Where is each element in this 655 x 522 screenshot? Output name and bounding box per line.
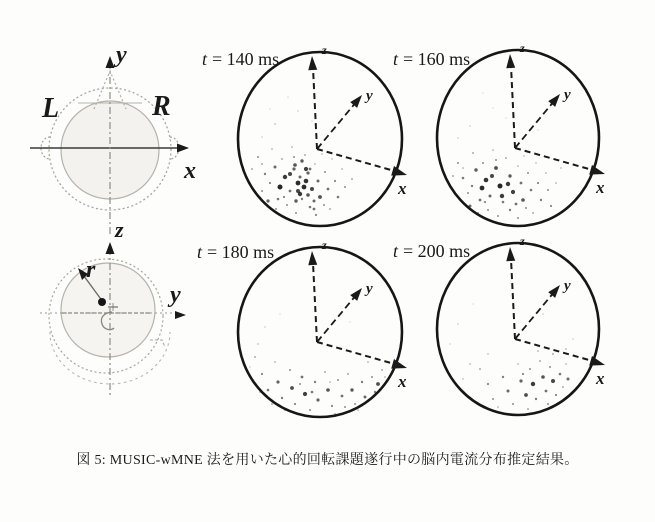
current-source-dots <box>251 97 353 217</box>
z-axis-line <box>511 259 515 339</box>
axial-head-diagram <box>30 42 196 236</box>
dot <box>519 379 522 382</box>
y-axis-label: y <box>170 282 181 308</box>
edge-dash-marker <box>150 340 165 347</box>
x-axis-label: x <box>184 158 196 184</box>
result-panel-t160 <box>393 41 605 226</box>
x-axis-arrowhead <box>589 356 605 366</box>
result-panel-t180 <box>197 238 407 418</box>
dot <box>367 361 369 363</box>
dot <box>306 171 309 174</box>
dot <box>537 350 539 352</box>
x-axis-line <box>515 148 596 171</box>
dot <box>288 97 289 98</box>
dot <box>261 373 263 375</box>
dot <box>471 185 473 187</box>
dot <box>286 204 288 206</box>
dot <box>484 178 489 183</box>
dot <box>264 326 265 327</box>
z-axis-arrowhead <box>506 54 515 68</box>
coronal-head-diagram <box>40 217 186 398</box>
dot <box>296 189 300 193</box>
x-axis-label: x <box>398 179 407 198</box>
x-axis-arrowhead <box>589 165 605 175</box>
dot <box>319 416 321 418</box>
dot <box>249 366 250 367</box>
dot <box>515 203 518 206</box>
dot <box>284 409 286 411</box>
dot <box>376 382 380 386</box>
left-hemisphere-label: L <box>42 93 60 124</box>
dot <box>523 155 524 156</box>
z-axis-arrowhead <box>506 247 515 261</box>
dot <box>555 182 557 184</box>
dot <box>304 167 308 171</box>
dot <box>384 376 386 378</box>
dot <box>469 363 471 365</box>
dot <box>547 189 549 191</box>
dot <box>487 353 488 354</box>
dot <box>269 182 271 184</box>
dot <box>457 323 458 324</box>
dot <box>326 388 330 392</box>
dot <box>509 209 511 211</box>
dot <box>521 198 525 202</box>
dot <box>295 212 297 214</box>
dot <box>281 397 283 399</box>
dot <box>276 380 279 383</box>
dot <box>541 375 545 379</box>
dot <box>303 392 307 396</box>
y-axis-line <box>317 294 357 342</box>
y-axis-arrowhead <box>106 56 115 68</box>
dot <box>264 173 266 175</box>
radius-label: r <box>86 257 96 283</box>
dot <box>310 187 314 191</box>
dot <box>309 409 311 411</box>
head-outline-circle <box>437 50 599 226</box>
dot <box>259 391 261 393</box>
dot <box>289 369 291 371</box>
dot <box>473 304 474 305</box>
dot <box>462 378 463 379</box>
dot <box>357 409 359 411</box>
dot <box>374 391 376 393</box>
dot <box>508 174 511 177</box>
dot <box>314 163 316 165</box>
x-axis-label: x <box>596 178 605 197</box>
dot <box>572 338 573 339</box>
dot <box>334 413 336 415</box>
dot <box>567 378 570 381</box>
dot <box>251 168 253 170</box>
dot <box>274 123 275 124</box>
dot <box>524 393 528 397</box>
dot <box>329 208 331 210</box>
dot <box>487 209 489 211</box>
dot <box>474 168 477 171</box>
dot <box>318 195 322 199</box>
x-axis-line <box>317 342 398 365</box>
dot <box>324 371 326 373</box>
dot <box>479 199 482 202</box>
dot <box>492 398 494 400</box>
dot <box>290 386 294 390</box>
y-axis-label: y <box>564 278 571 294</box>
dot <box>489 195 492 198</box>
dot <box>261 136 262 137</box>
dot <box>547 403 549 405</box>
z-axis-line <box>313 68 317 149</box>
dot <box>497 406 499 408</box>
dot <box>302 185 307 190</box>
dot <box>331 158 332 159</box>
dot <box>277 198 280 201</box>
result-panel-t140 <box>202 43 407 226</box>
dot <box>321 153 322 154</box>
dot <box>559 373 562 376</box>
z-axis-label: z <box>115 217 124 242</box>
dot <box>517 165 519 167</box>
dot <box>271 403 273 405</box>
dot <box>552 353 554 355</box>
y-axis-label: y <box>116 42 127 68</box>
head-outline-circle <box>238 247 402 417</box>
time-label: t = 180 ms <box>197 242 275 262</box>
dot <box>545 390 548 393</box>
dot <box>296 181 301 186</box>
dot <box>281 158 283 160</box>
dot <box>483 93 484 94</box>
dot <box>492 149 494 151</box>
dot <box>449 343 450 344</box>
dot <box>531 382 535 386</box>
time-label: t = 160 ms <box>393 49 471 69</box>
dot <box>334 180 336 182</box>
dot <box>341 395 344 398</box>
dot <box>452 175 454 177</box>
dot <box>304 154 306 156</box>
dot <box>457 162 459 164</box>
dot <box>299 383 301 385</box>
dot <box>254 356 256 358</box>
dot <box>500 194 504 198</box>
caption-number: 図 5: <box>76 453 106 468</box>
dot <box>299 176 302 179</box>
dot <box>484 201 486 203</box>
result-panel-t200 <box>393 234 605 415</box>
dot <box>497 215 499 217</box>
caption-text: MUSIC-wMNE 法を用いた心的回転課題遂行中の脳内電流分布推定結果。 <box>109 453 579 468</box>
dot <box>261 163 263 165</box>
dot <box>502 201 505 204</box>
y-axis-label: y <box>366 88 373 104</box>
y-axis-label: y <box>366 281 373 297</box>
x-axis-label: x <box>398 372 407 391</box>
z-axis-label: z <box>520 234 525 248</box>
dot <box>542 313 543 314</box>
z-axis-label: z <box>322 238 327 252</box>
z-axis-line <box>511 66 515 148</box>
dot <box>532 212 534 214</box>
dot <box>315 214 317 216</box>
dot <box>274 361 276 363</box>
dot <box>551 379 555 383</box>
dot <box>309 168 312 171</box>
dot <box>520 182 523 185</box>
dot <box>354 403 356 405</box>
dot <box>467 192 469 194</box>
dot <box>506 182 510 186</box>
dot <box>266 199 269 202</box>
dot <box>257 343 258 344</box>
dot <box>502 376 504 378</box>
dot <box>280 314 281 315</box>
z-axis-arrowhead <box>308 251 317 265</box>
z-axis-arrowhead <box>308 56 317 70</box>
y-axis-line <box>515 291 555 339</box>
dot <box>337 379 339 381</box>
dot <box>312 121 313 122</box>
x-axis-line <box>515 339 596 362</box>
dot <box>344 406 346 408</box>
dot <box>292 167 295 170</box>
dot <box>525 207 527 209</box>
dot <box>537 182 539 184</box>
dot <box>494 166 498 170</box>
dot <box>527 172 529 174</box>
z-axis-arrowhead <box>106 242 115 254</box>
dot <box>323 204 325 206</box>
dot <box>477 212 479 214</box>
dot <box>293 156 295 158</box>
dot <box>457 137 458 138</box>
dot <box>316 398 319 401</box>
z-axis-line <box>313 263 317 342</box>
inner-head-circle <box>61 263 155 357</box>
dot <box>350 388 353 391</box>
x-axis-line <box>317 149 398 172</box>
dot <box>278 185 283 190</box>
dot <box>341 168 343 170</box>
dot <box>300 159 303 162</box>
dot <box>539 360 541 362</box>
dot <box>309 206 312 209</box>
y-axis-line <box>317 101 357 149</box>
dot <box>275 208 277 210</box>
dot <box>535 162 536 163</box>
dot <box>261 190 263 192</box>
dot <box>314 381 316 383</box>
dot <box>565 348 567 350</box>
dot <box>462 167 464 169</box>
dot <box>364 396 367 399</box>
dot <box>350 322 351 323</box>
dot <box>311 391 314 394</box>
dot <box>487 383 489 385</box>
dot <box>351 178 353 180</box>
dot <box>283 196 285 198</box>
dot <box>512 403 514 405</box>
dot <box>381 369 383 371</box>
dot <box>540 199 542 201</box>
dot <box>289 190 292 193</box>
right-hemisphere-label: R <box>152 91 171 122</box>
x-axis-label: x <box>596 369 605 388</box>
center-dot <box>98 298 106 306</box>
dot <box>304 179 309 184</box>
dot <box>560 167 561 168</box>
dot <box>480 186 485 191</box>
dot <box>313 200 316 203</box>
time-label: t = 200 ms <box>393 241 471 261</box>
dot <box>507 390 510 393</box>
dot <box>490 174 494 178</box>
dot <box>301 198 303 200</box>
dot <box>517 363 519 365</box>
dot <box>294 199 297 202</box>
dot <box>331 405 333 407</box>
dot <box>347 373 349 375</box>
z-axis-label: z <box>520 41 525 55</box>
x-axis-arrowhead <box>177 144 189 153</box>
z-axis-label: z <box>322 43 327 57</box>
current-source-dots <box>449 304 573 410</box>
dot <box>371 376 373 378</box>
dot <box>562 386 564 388</box>
dot <box>337 196 340 199</box>
dot <box>482 162 484 164</box>
dot <box>297 110 298 111</box>
dot <box>329 381 331 383</box>
dot <box>495 159 497 161</box>
dot <box>361 381 363 383</box>
dot <box>517 217 519 219</box>
dot <box>324 171 326 173</box>
dot <box>327 188 330 191</box>
dot <box>506 118 507 119</box>
head-outline-circle <box>238 52 402 226</box>
dot <box>344 186 346 188</box>
dot <box>535 398 537 400</box>
dot <box>274 166 277 169</box>
dot <box>469 125 470 126</box>
dot <box>257 156 259 158</box>
dot <box>530 189 533 192</box>
x-axis-arrowhead <box>391 166 407 176</box>
head-outline-circle <box>437 243 599 415</box>
dot <box>293 163 297 167</box>
dot <box>479 368 481 370</box>
y-axis-label: y <box>564 87 571 103</box>
dot <box>545 172 547 174</box>
dot <box>291 146 293 148</box>
dot <box>288 172 292 176</box>
dot <box>317 180 320 183</box>
dot <box>313 208 316 211</box>
dot <box>538 130 539 131</box>
dot <box>306 193 310 197</box>
dot <box>511 190 515 194</box>
dot <box>301 376 304 379</box>
dot <box>472 152 474 154</box>
dot <box>505 157 507 159</box>
dot <box>565 363 567 365</box>
dot <box>493 108 494 109</box>
dot <box>270 109 271 110</box>
dot <box>294 403 296 405</box>
y-axis-line <box>515 100 555 148</box>
dot <box>529 368 531 370</box>
dot <box>498 184 503 189</box>
x-axis-arrowhead <box>391 359 407 369</box>
dot <box>550 205 552 207</box>
dot <box>267 389 270 392</box>
time-label: t = 140 ms <box>202 49 280 69</box>
dot <box>462 177 465 180</box>
dot <box>283 175 287 179</box>
dot <box>469 205 472 208</box>
figure-caption <box>0 449 655 469</box>
y-axis-arrowhead <box>175 311 186 319</box>
dot <box>555 394 557 396</box>
dot <box>522 373 524 375</box>
dot <box>271 148 273 150</box>
dot <box>527 408 529 410</box>
result-panels <box>197 41 605 418</box>
dot <box>549 366 551 368</box>
